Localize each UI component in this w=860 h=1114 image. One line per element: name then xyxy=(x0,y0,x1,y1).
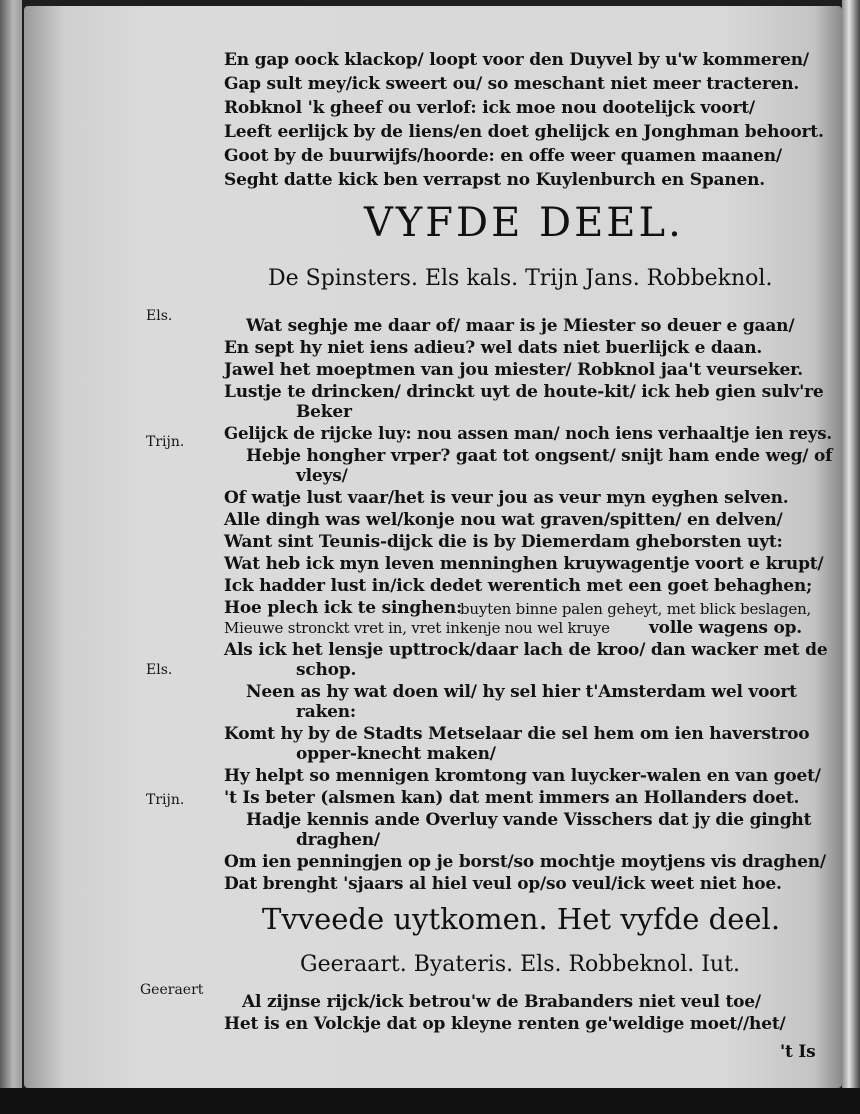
dialogue-line: Dat brenght 'sjaars al hiel veul op/so veul/ick weet niet hoe. xyxy=(224,874,782,894)
scan-bottom-border xyxy=(0,1088,860,1114)
dialogue-line: 't Is beter (alsmen kan) dat ment immers an Hollanders doet. xyxy=(224,788,800,808)
dialogue-line: Alle dingh was wel/konje nou wat graven/spitten/ en delven/ xyxy=(224,510,783,530)
song-line: Mieuwe stronckt vret in, vret in: xyxy=(224,619,465,637)
dialogue-line: Het is en Volckje dat op kleyne renten ge'weldige moet//het/ xyxy=(224,1014,786,1034)
speaker-label: Trijn. xyxy=(146,792,185,808)
dialogue-line: Gelijck de rijcke luy: nou assen man/ noch iens verhaaltje ien reys. xyxy=(224,424,832,444)
speaker-label: Trijn. xyxy=(146,434,185,450)
dialogue-line: schop. xyxy=(296,660,357,680)
dialogue-line: Als ick het lensje upttrock/daar lach de kroo/ dan wacker met de xyxy=(224,640,828,660)
dialogue-line: Hadje kennis ande Overluy vande Visschers dat jy die ginght xyxy=(246,810,812,830)
dialogue-line: Want sint Teunis-dijck die is by Diemerdam gheborsten uyt: xyxy=(224,532,783,552)
verse-line: Seght datte kick ben verrapst no Kuylenburch en Spanen. xyxy=(224,170,766,190)
dialogue-line: Hy helpt so mennigen kromtong van luycker-walen en van goet/ xyxy=(224,766,821,786)
dialogue-line: Hebje hongher vrper? gaat tot ongsent/ snijt ham ende weg/ of xyxy=(246,446,833,466)
speaker-label: Els. xyxy=(146,662,173,678)
dialogue-line: En sept hy niet iens adieu? wel dats niet buerlijck e daan. xyxy=(224,338,763,358)
dialogue-line: opper-knecht maken/ xyxy=(296,744,496,764)
dialogue-line: Komt hy by de Stadts Metselaar die sel hem om ien haverstroo xyxy=(224,724,810,744)
dialogue-line: draghen/ xyxy=(296,830,380,850)
dialogue-line: volle wagens op. xyxy=(649,618,803,638)
verse-line: Leeft eerlijck by de liens/en doet ghelijck en Jonghman behoort. xyxy=(224,122,824,142)
book-spine-edge xyxy=(0,0,22,1114)
act-title: VYFDE DEEL. xyxy=(364,200,684,246)
speaker-label: Els. xyxy=(146,308,173,324)
verse-line: Gap sult mey/ick sweert ou/ so meschant niet meer tracteren. xyxy=(224,74,800,94)
speaker-label: Geeraert xyxy=(140,982,204,998)
scene-title: Tvveede uytkomen. Het vyfde deel. xyxy=(262,902,781,936)
dialogue-line: Of watje lust vaar/het is veur jou as veur myn eyghen selven. xyxy=(224,488,789,508)
dialogue-line: vleys/ xyxy=(296,466,348,486)
song-line: buyten binne palen geheyt, met blick beslagen, xyxy=(460,600,812,618)
dialogue-line: Wat heb ick myn leven menninghen kruywagentje voort e krupt/ xyxy=(224,554,824,574)
dialogue-line: raken: xyxy=(296,702,357,722)
dialogue-line: Jawel het moeptmen van jou miester/ Robknol jaa't veurseker. xyxy=(224,360,803,380)
dialogue-line: Hoe plech ick te singhen: xyxy=(224,598,463,618)
dialogue-line: Beker xyxy=(296,402,352,422)
verse-line: Robknol 'k gheef ou verlof: ick moe nou dootelijck voort/ xyxy=(224,98,755,118)
cast-list: Geeraart. Byateris. Els. Robbeknol. Iut. xyxy=(300,952,740,977)
verse-line: Goot by de buurwijfs/hoorde: en offe weer quamen maanen/ xyxy=(224,146,782,166)
dialogue-line: Lustje te drincken/ drinckt uyt de houte-kit/ ick heb gien sulv're xyxy=(224,382,824,402)
cast-list: De Spinsters. Els kals. Trijn Jans. Robbeknol. xyxy=(268,266,773,291)
dialogue-line: Wat seghje me daar of/ maar is je Miester so deuer e gaan/ xyxy=(246,316,795,336)
song-line: kenje nou wel kruye xyxy=(460,619,610,637)
verse-line: En gap oock klackop/ loopt voor den Duyvel by u'w kommeren/ xyxy=(224,50,809,70)
dialogue-line: Al zijnse rijck/ick betrou'w de Brabanders niet veul toe/ xyxy=(242,992,761,1012)
dialogue-line: Om ien penningjen op je borst/so mochtje moytjens vis draghen/ xyxy=(224,852,826,872)
catchword: 't Is xyxy=(780,1042,816,1062)
dialogue-line: Ick hadder lust in/ick dedet werentich met een goet behaghen; xyxy=(224,576,813,596)
book-fore-edge xyxy=(842,0,860,1114)
book-page xyxy=(24,6,842,1088)
dialogue-line: Neen as hy wat doen wil/ hy sel hier t'Amsterdam wel voort xyxy=(246,682,797,702)
